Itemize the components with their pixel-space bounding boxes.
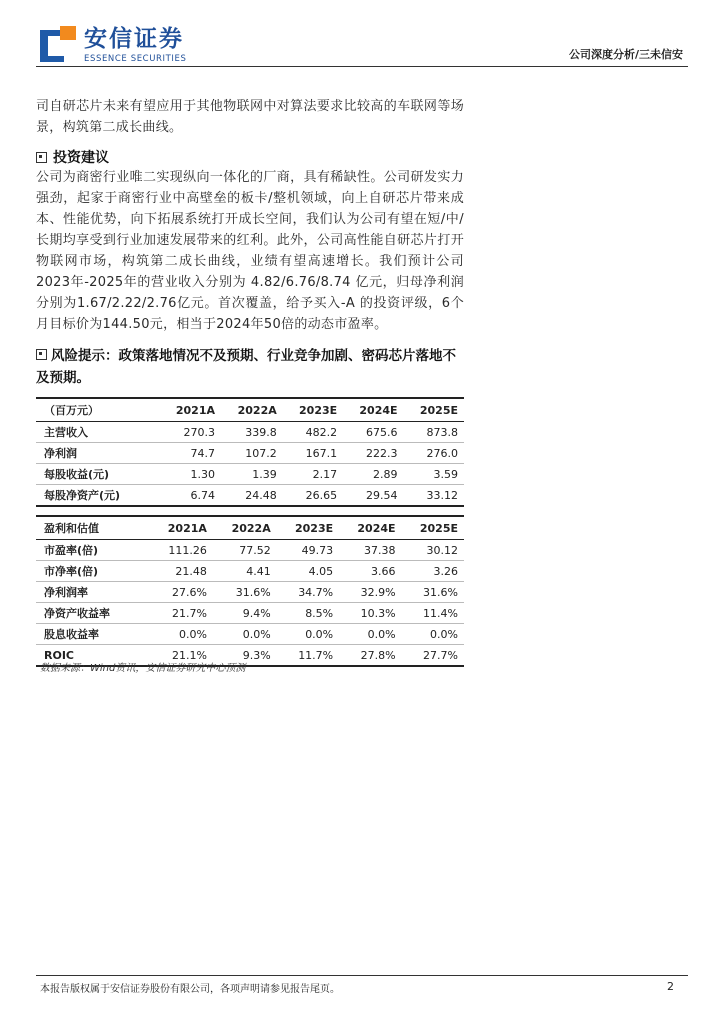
table-cell: 74.7 [190, 446, 215, 460]
logo-chinese-name: 安信证券 [84, 26, 184, 52]
row-label: 市净率(倍) [44, 565, 99, 578]
table-cell: 37.38 [364, 543, 396, 557]
table-cell: 10.3% [360, 606, 396, 620]
table-cell: 873.8 [426, 425, 458, 439]
table-cell: 0.0% [242, 627, 271, 641]
table-row [36, 485, 464, 507]
table-cell: 30.12 [426, 543, 458, 557]
column-header: 2023E [299, 403, 338, 417]
table-cell: 9.4% [242, 606, 271, 620]
row-label: 净利润 [44, 447, 77, 460]
table-cell: 4.05 [308, 564, 334, 578]
row-label: 每股收益(元) [44, 468, 110, 481]
table-cell: 0.0% [367, 627, 396, 641]
column-header: 2023E [295, 521, 334, 535]
table-cell: 29.54 [366, 488, 398, 502]
intro-paragraph: 司自研芯片未来有望应用于其他物联网中对算法要求比较高的车联网等场景，构筑第二成长曲线。 [36, 99, 464, 135]
table-cell: 3.26 [433, 564, 458, 578]
table-cell: 339.8 [245, 425, 277, 439]
table-row [36, 603, 464, 624]
table-cell: 270.3 [183, 425, 215, 439]
column-header: 2022A [237, 403, 277, 417]
table-cell: 27.6% [171, 585, 207, 599]
investment-section-title: 投资建议 [36, 147, 109, 167]
table-cell: 482.2 [305, 425, 338, 439]
row-label: 每股净资产(元) [44, 489, 121, 502]
table-cell: 3.66 [371, 564, 396, 578]
table-cell: 31.6% [423, 585, 458, 599]
financial-summary-table [36, 397, 464, 507]
section-bullet-icon [36, 152, 47, 163]
table-cell: 32.9% [360, 585, 396, 599]
header-divider [36, 66, 688, 67]
column-header: （百万元） [44, 404, 99, 417]
logo-english-name: ESSENCE SECURITIES [84, 54, 187, 64]
table-cell: 27.7% [423, 648, 458, 662]
table-cell: 276.0 [426, 446, 458, 460]
table-row [36, 540, 464, 561]
table-cell: 1.39 [252, 467, 277, 481]
table-cell: 222.3 [366, 446, 398, 460]
table-cell: 26.65 [305, 488, 338, 502]
row-label: ROIC [44, 648, 74, 662]
row-label: 主营收入 [44, 426, 88, 439]
company-logo [40, 26, 187, 64]
row-label: 市盈率(倍) [44, 544, 99, 557]
table-header-row [36, 516, 464, 540]
table-row [36, 582, 464, 603]
report-type-label: 公司深度分析/三未信安 [568, 48, 683, 61]
column-header: 盈利和估值 [44, 522, 99, 535]
risk-warning: 风险提示：政策落地情况不及预期、行业竞争加剧、密码芯片落地不及预期。 [36, 348, 456, 386]
table-header-row [36, 398, 464, 422]
table-cell: 2.89 [373, 467, 398, 481]
column-header: 2021A [175, 403, 215, 417]
table-cell: 21.7% [171, 606, 207, 620]
table-cell: 0.0% [430, 627, 458, 641]
table-cell: 24.48 [245, 488, 277, 502]
table-cell: 77.52 [239, 543, 271, 557]
table-cell: 1.30 [190, 467, 215, 481]
table-cell: 21.1% [171, 648, 207, 662]
row-label: 股息收益率 [44, 628, 99, 641]
table-cell: 9.3% [242, 648, 271, 662]
column-header: 2024E [359, 403, 398, 417]
column-header: 2025E [419, 521, 458, 535]
footer-disclaimer: 本报告版权属于安信证券股份有限公司，各项声明请参见报告尾页。 [40, 984, 340, 995]
row-label: 净利润率 [44, 586, 88, 599]
table-cell: 3.59 [433, 467, 458, 481]
column-header: 2024E [357, 521, 396, 535]
table-cell: 31.6% [235, 585, 271, 599]
table-cell: 111.26 [168, 543, 207, 557]
table-cell: 49.73 [301, 543, 334, 557]
footer-divider [36, 975, 688, 976]
column-header: 2022A [231, 521, 271, 535]
logo-mark-icon [40, 26, 76, 62]
table-cell: 6.74 [190, 488, 215, 502]
table-row [36, 464, 464, 485]
table-cell: 11.4% [423, 606, 458, 620]
data-source-note: 数据来源：Wind资讯，安信证券研究中心预测 [40, 663, 246, 674]
table-row [36, 443, 464, 464]
table-cell: 4.41 [246, 564, 271, 578]
table-cell: 675.6 [366, 425, 398, 439]
table-cell: 107.2 [245, 446, 277, 460]
page-number: 2 [667, 980, 674, 993]
row-label: 净资产收益率 [44, 607, 110, 620]
table-cell: 21.48 [175, 564, 207, 578]
column-header: 2021A [167, 521, 207, 535]
column-header: 2025E [419, 403, 458, 417]
table-cell: 8.5% [305, 606, 334, 620]
investment-paragraph: 公司为商密行业唯二实现纵向一体化的厂商，具有稀缺性。公司研发实力强劲，起家于商密行业中高壁垒的板卡/整机领域，向上自研芯片带来成本、性能优势，向下拓展系统打开成长空间，我们认为公司有望在短/中/长期均享受到行业加速发展带来的红利。此外，公司高性能自研芯片打开物联网市场，构筑第二成长曲线，业绩有望高速增长。我们预计公司2023年-2025年的营业收入分别为 4.82/6.76/8.74 亿元，归母净利润分别为1.67/2.22/2.76亿元。首次覆盖，给予买入-A 的投资评级，6个月目标价为144.50元，相当于2024年50倍的动态市盈率。 [36, 170, 464, 332]
section-bullet-icon [36, 349, 47, 360]
table-row [36, 561, 464, 582]
table-row [36, 624, 464, 645]
table-cell: 11.7% [298, 648, 334, 662]
table-cell: 167.1 [305, 446, 338, 460]
table-cell: 34.7% [298, 585, 334, 599]
table-cell: 0.0% [305, 627, 334, 641]
table-cell: 27.8% [360, 648, 396, 662]
valuation-table [36, 515, 464, 667]
table-cell: 33.12 [426, 488, 458, 502]
table-cell: 2.17 [312, 467, 338, 481]
table-cell: 0.0% [178, 627, 207, 641]
table-row [36, 422, 464, 443]
